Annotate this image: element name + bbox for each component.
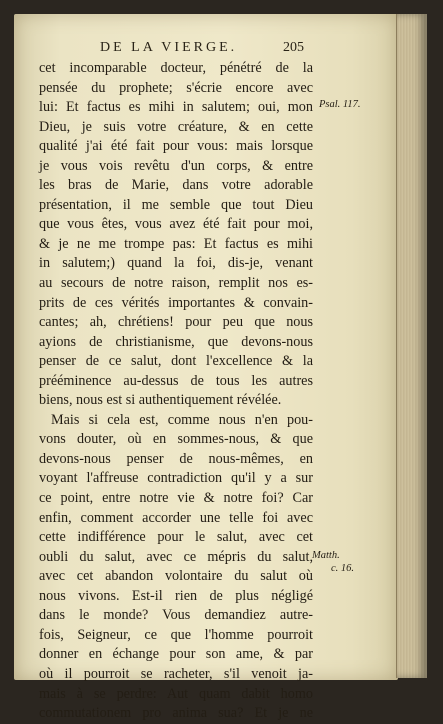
text-line: biens, nous est si authentiquement révélée. [39, 392, 282, 409]
margin-note-psal: Psal. 117. [319, 99, 361, 110]
text-line: penser de ce salut, dont l'excellence & la [39, 353, 313, 370]
text-line: ayions de christianisme, que devons-nous [39, 333, 313, 350]
text-line: enfin, comment accorder une telle foi avec [39, 509, 313, 526]
text-line: dans le monde? Vous demandiez autre- [39, 607, 313, 624]
text-line: où il pourroit se racheter, s'il venoit ja- [39, 665, 313, 682]
text-line: au secours de notre raison, remplit nos es- [39, 275, 313, 292]
text-line: oubli du salut, avec ce mépris du salut, [39, 548, 313, 565]
text-line: pensée du prophete; s'écrie encore avec [39, 79, 313, 96]
page-edges [396, 14, 427, 678]
margin-note-chapter: c. 16. [331, 563, 355, 574]
text-line: présentation, il me semble que tout Dieu [39, 196, 313, 213]
text-line: qualité j'ai été fait pour vous: mais lorsque [39, 138, 313, 155]
text-line: nous vivons. Est-il rien de plus négligé [39, 587, 313, 604]
text-line: Dieu, je suis votre créature, & en cette [39, 118, 313, 135]
running-head-title: DE LA VIERGE. [100, 40, 238, 55]
text-line: ce point, entre notre vie & notre foi? Car [39, 490, 313, 507]
text-line: cet incomparable docteur, pénétré de la [39, 60, 313, 76]
text-line: & je ne me trompe pas: Et factus es mihi [39, 235, 313, 252]
text-line: avec cet abandon volontaire du salut où [39, 568, 313, 585]
body-text [39, 59, 313, 724]
text-line: Mais si cela est, comme nous n'en pou- [51, 411, 313, 428]
page-number: 205 [283, 40, 304, 55]
text-line: donner en échange pour son ame, & par [39, 646, 313, 663]
text-line: je vous vois revêtu d'un corps, & entre [39, 157, 313, 174]
text-line: prééminence au-dessus de tous les autres [39, 372, 313, 389]
text-line: cantes; ah, chrétiens! pour peu que nous [39, 314, 313, 331]
text-line: commutationem pro anima sua? Et je ne [39, 705, 313, 722]
text-line: lui: Et factus es mihi in salutem; oui, mon [39, 99, 313, 116]
text-line: vons douter, où en sommes-nous, & que [39, 431, 313, 448]
margin-note-matth: Matth. [312, 550, 340, 561]
text-line: fois, Seigneur, ce que l'homme pourroit [39, 626, 313, 643]
text-line: prits de ces vérités importantes & convain- [39, 294, 313, 311]
text-line: voyant l'affreuse contradiction qu'il y a sur [39, 470, 313, 487]
text-line: les bras de Marie, dans votre adorable [39, 177, 313, 194]
text-line: que vous êtes, vous avez été fait pour moi, [39, 216, 313, 233]
text-line: devons-nous penser de nous-mêmes, en [39, 450, 313, 467]
text-line: cette indifférence pour le salut, avec cet [39, 529, 313, 546]
text-line: mais à se perdre: Aut quam dabit homo [39, 685, 313, 702]
text-line: in salutem;) quand la foi, dis-je, venant [39, 255, 313, 272]
